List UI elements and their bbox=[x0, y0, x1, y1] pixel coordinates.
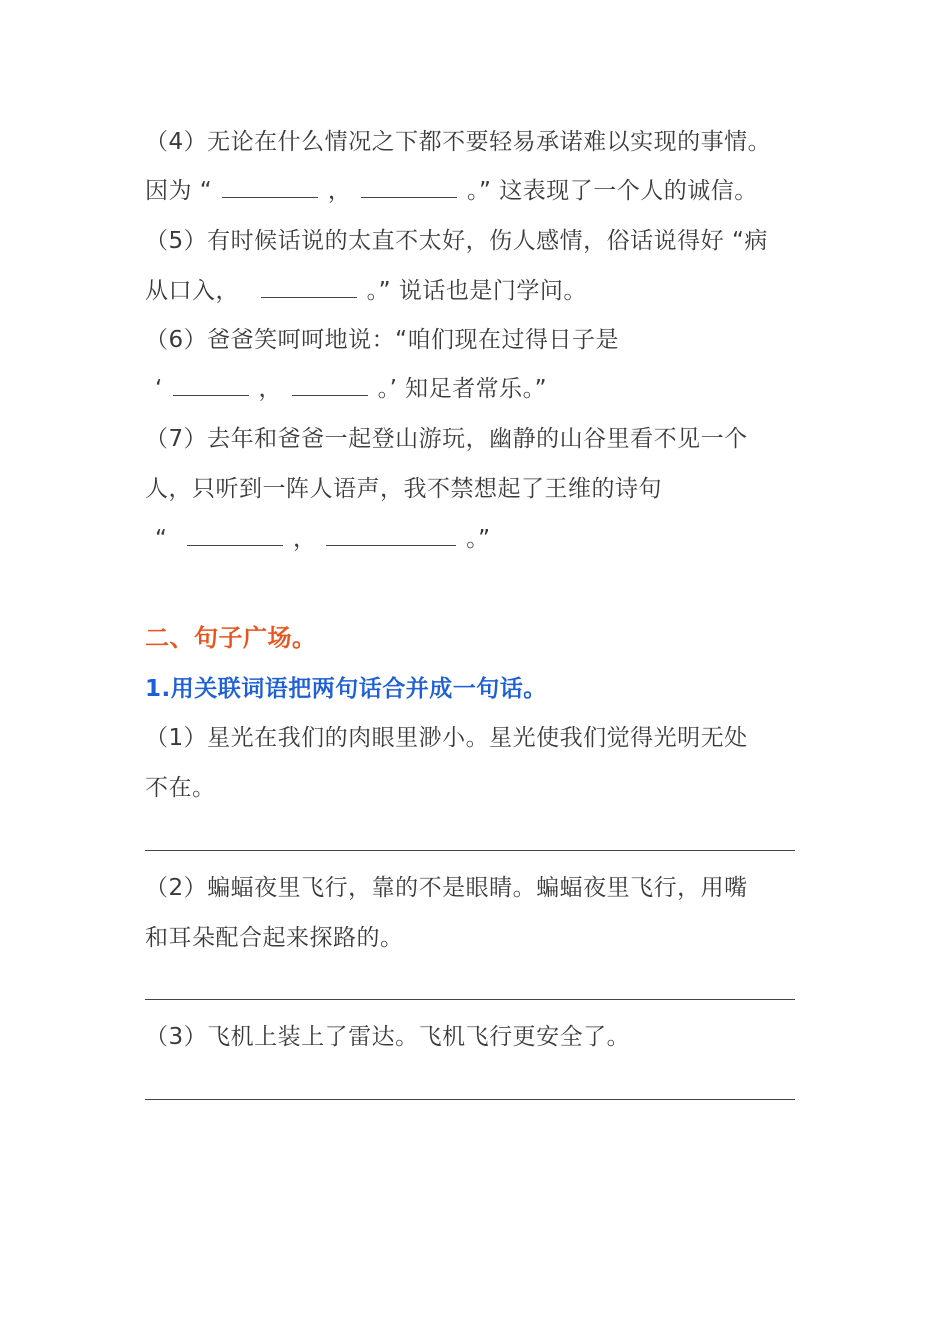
comma: ， bbox=[293, 526, 317, 552]
answer-blank[interactable] bbox=[222, 175, 318, 198]
quote-open: ‘ bbox=[155, 376, 163, 402]
sub-title bbox=[145, 673, 547, 705]
sentence-1-line-1 bbox=[145, 722, 748, 754]
question-7-line-3 bbox=[155, 523, 491, 555]
question-7-line-1 bbox=[145, 423, 748, 455]
question-7-text: （7）去年和爸爸一起登山游玩，幽静的山谷里看不见一个 bbox=[145, 426, 748, 452]
sentence-2-text-cont: 和耳朵配合起来探路的。 bbox=[145, 925, 404, 951]
question-6-line-2 bbox=[155, 373, 547, 405]
question-4-line-1 bbox=[145, 126, 771, 158]
question-5-line-2 bbox=[145, 275, 587, 307]
answer-blank[interactable] bbox=[173, 373, 249, 396]
question-7-line-2 bbox=[145, 473, 662, 505]
quote-open: “ bbox=[155, 526, 168, 552]
section-title-text: 二、句子广场。 bbox=[145, 624, 317, 652]
answer-line-3[interactable] bbox=[145, 1099, 795, 1100]
comma: ， bbox=[258, 376, 282, 402]
question-4-line-2 bbox=[145, 175, 758, 207]
sentence-3-line-1 bbox=[145, 1021, 630, 1053]
section-title bbox=[145, 622, 317, 654]
sentence-3-text: （3）飞机上装上了雷达。飞机飞行更安全了。 bbox=[145, 1024, 631, 1050]
answer-line-2[interactable] bbox=[145, 999, 795, 1000]
question-6-tail: 。’ 知足者常乐。” bbox=[377, 376, 548, 402]
question-6-text: （6）爸爸笑呵呵地说：“咱们现在过得日子是 bbox=[145, 327, 620, 353]
question-4-tail: 。” 这表现了一个人的诚信。 bbox=[466, 178, 758, 204]
answer-blank[interactable] bbox=[261, 275, 357, 298]
quote-close: 。” bbox=[466, 526, 491, 552]
sentence-1-text: （1）星光在我们的肉眼里渺小。星光使我们觉得光明无处 bbox=[145, 725, 748, 751]
question-5-tail: 。” 说话也是门学问。 bbox=[366, 278, 587, 304]
sub-title-text: 1.用关联词语把两句话合并成一句话。 bbox=[145, 676, 547, 702]
answer-line-1[interactable] bbox=[145, 850, 795, 851]
sentence-2-text: （2）蝙蝠夜里飞行，靠的不是眼睛。蝙蝠夜里飞行，用嘴 bbox=[145, 875, 748, 901]
sentence-2-line-1 bbox=[145, 872, 748, 904]
question-5-text: （5）有时候话说的太直不太好，伤人感情，俗话说得好 “病 bbox=[145, 228, 768, 254]
sentence-2-line-2 bbox=[145, 922, 404, 954]
quote-open: 因为 “ bbox=[145, 178, 213, 204]
question-5-line-1 bbox=[145, 225, 768, 257]
question-6-line-1 bbox=[145, 324, 619, 356]
answer-blank[interactable] bbox=[361, 175, 457, 198]
answer-blank[interactable] bbox=[292, 373, 368, 396]
question-4-text: （4）无论在什么情况之下都不要轻易承诺难以实现的事情。 bbox=[145, 129, 772, 155]
sentence-1-line-2 bbox=[145, 772, 216, 804]
question-7-text-cont: 人，只听到一阵人语声，我不禁想起了王维的诗句 bbox=[145, 476, 662, 502]
answer-blank[interactable] bbox=[326, 523, 456, 546]
comma: ， bbox=[327, 178, 352, 204]
sentence-1-text-cont: 不在。 bbox=[145, 775, 216, 801]
answer-blank[interactable] bbox=[187, 523, 283, 546]
question-5-prefix: 从口入， bbox=[145, 278, 239, 304]
